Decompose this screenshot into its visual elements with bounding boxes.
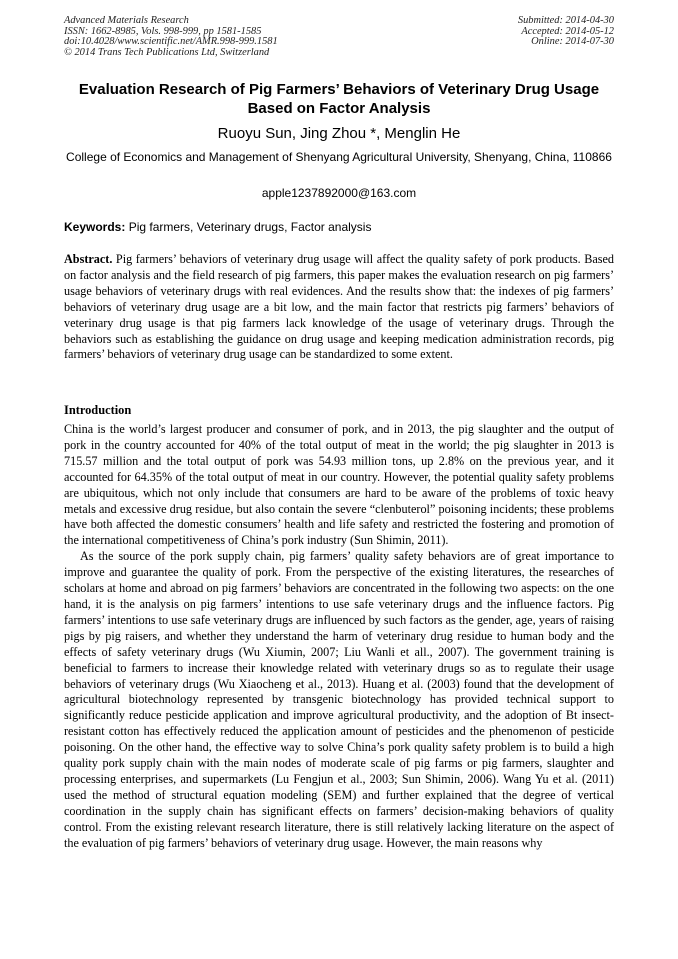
keywords-text: Pig farmers, Veterinary drugs, Factor analysis — [125, 220, 372, 234]
abstract-text: Pig farmers’ behaviors of veterinary drug usage will affect the quality safety of pork products. Based on factor analysis and the field research of pig farmers, this paper makes the evaluation research on pig farmers’ usage behaviors of veterinary drugs with real evidences. And the results show that: the indexes of pig farmers’ behaviors of veterinary drug usage are a bit low, and the main factor that restricts pig farmers’ behaviors of veterinary drug usage is that pig farmers lack knowledge of the usage of veterinary drugs. Through the behaviors such as establishing the guidance on drug usage and keeping medication administration records, pig farmers’ behaviors of veterinary drug usage can be standardized to some extent. — [64, 252, 614, 362]
doi-line: doi:10.4028/www.scientific.net/AMR.998-999.1581 — [64, 36, 278, 48]
submitted-date: Submitted: 2014-04-30 — [517, 15, 614, 26]
keywords-label: Keywords: — [64, 220, 126, 234]
journal-header-right — [518, 16, 614, 48]
intro-paragraph: China is the world’s largest producer and consumer of pork, and in 2013, the pig slaughter and the output of pork in the country accounted for 40% of the total output of meat in the world; the pig slaughter in 2013 is 715.57 million and the total output of pork was 54.93 million tons, up 2.8% on the previous year, and it accounted for 64.35% of the total output of meat in our country. However, the potential quality safety problems are ubiquitous, which not only include that consumers are hard to be aware of the problems of toxic heavy metals and excessive drug residue, but also contain the severe “clenbuterol” poisoning incidents; these problems have both affected the domestic consumers’ health and life safety and restricted the fostering and promotion of the international competitiveness of China’s pork industry (Sun Shimin, 2011). — [64, 422, 614, 548]
introduction-body — [64, 422, 614, 851]
copyright-line: © 2014 Trans Tech Publications Ltd, Switzerland — [64, 46, 270, 58]
paper-title: Evaluation Research of Pig Farmers’ Behaviors of Veterinary Drug Usage Based on Factor Analysis — [78, 81, 600, 117]
abstract-label: Abstract. — [64, 252, 113, 266]
journal-name: Advanced Materials Research — [64, 15, 189, 26]
contact-email: apple1237892000@163.com — [261, 186, 417, 200]
accepted-date: Accepted: 2014-05-12 — [521, 25, 614, 37]
section-heading-introduction: Introduction — [64, 403, 132, 417]
online-date: Online: 2014-07-30 — [531, 36, 614, 48]
issn-line: ISSN: 1662-8985, Vols. 998-999, pp 1581-1585 — [64, 25, 262, 37]
intro-paragraph: As the source of the pork supply chain, pig farmers’ quality safety behaviors are of great importance to improve and guarantee the quality of pork. From the perspective of the existing literatures, the researches of scholars at home and abroad on pig farmers’ behaviors are concentrated in the following two aspects: on the one hand, it is the analysis on pig farmers’ intentions to use safe veterinary drugs and the influence factors. Pig farmers’ intentions to use safe veterinary drugs are influenced by such factors as the gender, age, years of raising pigs by pig raisers, and whether they understand the harm of veterinary drug residue to human body and the effects of safety veterinary drugs (Wu Xiumin, 2007; Liu Wanli et all., 2007). The government training is beneficial to farmers to increase their knowledge related with veterinary drugs so as to regulate their usage behaviors of veterinary drugs (Wu Xiaocheng et al., 2013). Huang et al. (2003) found that the development of agricultural biotechnology represented by transgenic biotechnology has provided technical support to significantly reduce pesticide application and improve agricultural productivity, and the adoption of Bt insect-resistant cotton has effectively reduced the application amount of pesticides and the phenomenon of pesticide poisoning. On the other hand, the effective way to solve China’s pork quality safety problem is to build a high quality pork supply chain with the main nodes of moderate scale of pig farms or pig farmers, slaughter and processing enterprises, and supermarkets (Lu Fengjun et al., 2003; Sun Shimin, 2006). Wang Yu et al. (2011) used the method of structural equation modeling (SEM) and further explained that the degree of vertical coordination in the supply chain has significant effects on farmers’ decision-making behaviors of quality control. From the existing relevant research literature, there is still relatively lacking literature on the aspect of the evaluation of pig farmers’ behaviors of veterinary drug usage. However, the main reasons why — [64, 549, 614, 850]
keywords — [64, 220, 614, 235]
abstract — [64, 252, 614, 363]
author-list: Ruoyu Sun, Jing Zhou *, Menglin He — [217, 125, 461, 142]
affiliation: College of Economics and Management of Shenyang Agricultural University, Shenyang, China, 110866 — [66, 150, 612, 164]
journal-header-left — [64, 16, 278, 58]
